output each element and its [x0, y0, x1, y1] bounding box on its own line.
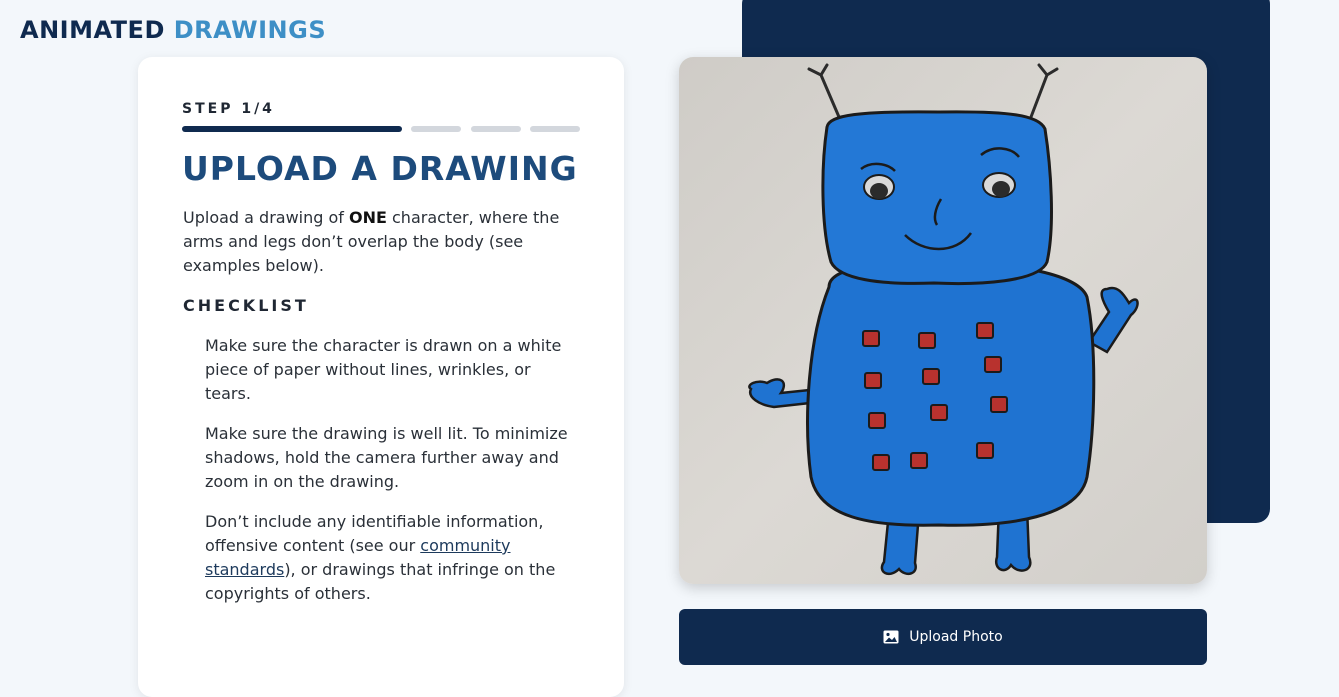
community-standards-link[interactable]: community standards [205, 536, 511, 579]
progress-segment-2 [411, 126, 461, 132]
app-logo[interactable] [20, 16, 326, 44]
page-title: UPLOAD A DRAWING [182, 149, 578, 188]
checklist-item: Make sure the character is drawn on a white piece of paper without lines, wrinkles, or tears. [205, 336, 562, 403]
step-label: STEP 1/4 [182, 101, 275, 117]
checklist-title: CHECKLIST [183, 296, 309, 315]
intro-text-end: character, where the arms and legs don’t overlap the body (see examples below). [183, 208, 560, 275]
step-progress [182, 126, 582, 132]
image-icon [883, 630, 899, 644]
progress-segment-3 [471, 126, 521, 132]
checklist-item-text-end: ), or drawings that infringe on the copyrights of others. [205, 560, 556, 603]
drawing-preview-image [679, 57, 1207, 584]
instructions-card [138, 57, 624, 697]
checklist-item: Make sure the drawing is well lit. To minimize shadows, hold the camera further away and zoom in on the drawing. [205, 424, 568, 491]
intro-emphasis: ONE [349, 208, 387, 227]
intro-text-start: Upload a drawing of [183, 208, 349, 227]
intro-text [183, 206, 583, 278]
checklist [205, 334, 575, 622]
upload-photo-button[interactable] [679, 609, 1207, 665]
logo-text-accent: DRAWINGS [173, 16, 327, 44]
upload-photo-label: Upload Photo [909, 629, 1003, 645]
progress-segment-1 [182, 126, 402, 132]
checklist-item-text-start: Don’t include any identifiable information, offensive content (see our [205, 512, 544, 555]
checklist-item [205, 510, 575, 606]
logo-text-primary: ANIMATED [20, 16, 165, 44]
progress-segment-4 [530, 126, 580, 132]
